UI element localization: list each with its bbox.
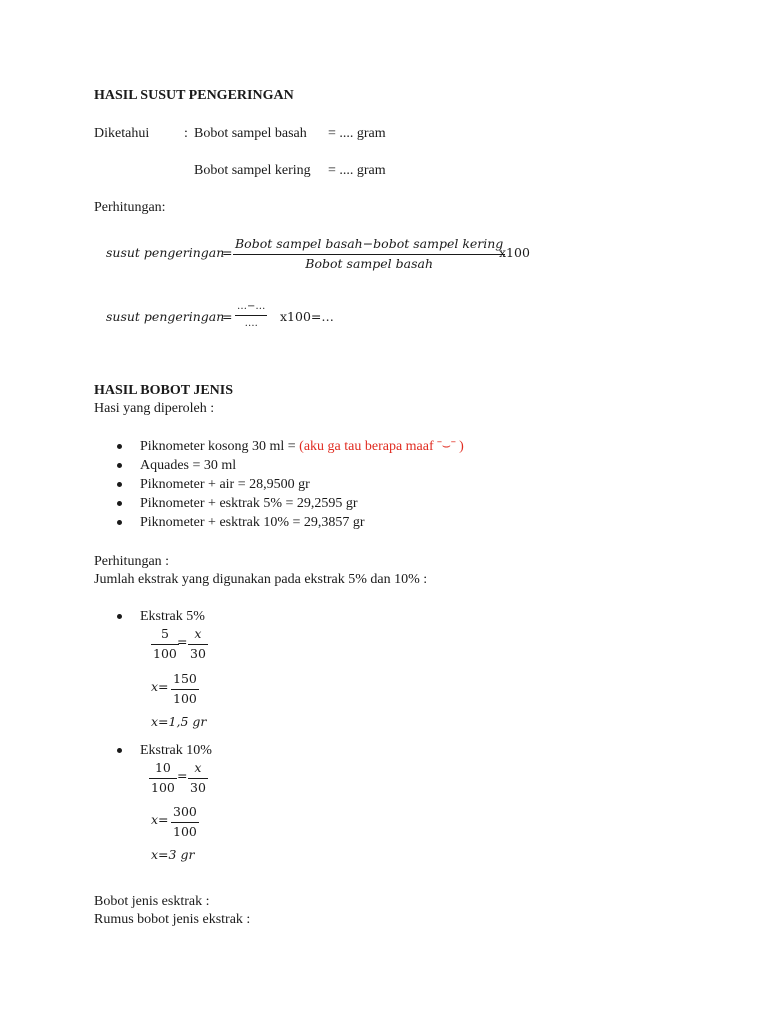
ekstrak10-fraction-2: [188, 762, 208, 794]
bullet-icon: [117, 482, 122, 487]
numerator: 5: [160, 626, 169, 641]
bullet-icon: [117, 520, 122, 525]
fraction-bar: [233, 254, 505, 255]
fraction-bar: [171, 689, 199, 690]
denominator: 100: [151, 779, 175, 795]
list-item-ekstrak-5: Piknometer + esktrak 5% = 29,2595 gr: [140, 496, 358, 511]
ekstrak10-eq: =: [177, 768, 188, 783]
bullet-icon: [117, 463, 122, 468]
diketahui-label: Diketahui: [94, 126, 150, 141]
list-item-ekstrak-10: Piknometer + esktrak 10% = 29,3857 gr: [140, 515, 365, 530]
list-item-aquades: Aquades = 30 ml: [140, 458, 237, 473]
formula2-lhs: susut pengeringan: [106, 309, 225, 324]
list-item-text: Piknometer kosong 30 ml =: [140, 439, 300, 454]
fraction-bar: [235, 315, 267, 316]
rumus-bobot-jenis-label: Rumus bobot jenis ekstrak :: [94, 912, 251, 927]
ekstrak5-fraction-2: [188, 628, 208, 660]
list-item-piknometer-kosong: [140, 440, 464, 454]
ekstrak10-result: x=3 gr: [151, 847, 195, 862]
ekstrak-5-label: Ekstrak 5%: [140, 609, 205, 624]
formula1-fraction: [233, 238, 505, 270]
numerator: 150: [173, 671, 197, 686]
bullet-icon: [117, 501, 122, 506]
ekstrak5-result: x=1,5 gr: [151, 714, 207, 729]
numerator: x: [194, 626, 202, 641]
formula2-fraction: [235, 302, 267, 329]
formula1-mult: x100: [499, 245, 530, 260]
jumlah-ekstrak-text: Jumlah ekstrak yang digunakan pada ekstrak 5% dan 10% :: [94, 572, 428, 587]
list-item-note: (aku ga tau berapa maaf ˉ⌣ˉ ): [299, 439, 464, 454]
formula1-denominator: Bobot sampel basah: [305, 255, 433, 271]
formula1-lhs: susut pengeringan: [106, 245, 225, 260]
formula2-numerator: …−…: [237, 301, 266, 312]
denominator: 30: [190, 779, 206, 795]
formula1-eq: =: [222, 245, 233, 260]
bobot-basah-label: Bobot sampel basah: [194, 126, 307, 141]
denominator: 100: [173, 690, 197, 706]
denominator: 100: [173, 823, 197, 839]
fraction-bar: [151, 644, 179, 645]
denominator: 30: [190, 645, 206, 661]
fraction-bar: [188, 778, 208, 779]
fraction-bar: [171, 822, 199, 823]
ekstrak10-x-eq: x=: [151, 812, 169, 827]
ekstrak-10-label: Ekstrak 10%: [140, 743, 212, 758]
ekstrak5-fraction-3: [171, 673, 199, 705]
ekstrak5-fraction-1: [151, 628, 179, 660]
ekstrak5-eq: =: [177, 634, 188, 649]
bobot-kering-label: Bobot sampel kering: [194, 163, 311, 178]
ekstrak10-fraction-1: [149, 762, 177, 794]
bullet-icon: [117, 748, 122, 753]
numerator: 300: [173, 804, 197, 819]
formula2-eq: =: [222, 309, 233, 324]
formula2-denominator: ….: [244, 318, 258, 329]
section-title-susut-pengeringan: HASIL SUSUT PENGERINGAN: [94, 88, 294, 103]
bullet-icon: [117, 614, 122, 619]
numerator: 10: [154, 760, 171, 775]
perhitungan-label-2: Perhitungan :: [94, 554, 170, 569]
bobot-kering-value: = .... gram: [328, 163, 386, 178]
fraction-bar: [188, 644, 208, 645]
section-title-bobot-jenis: HASIL BOBOT JENIS: [94, 383, 234, 398]
numerator: x: [194, 760, 202, 775]
denominator: 100: [153, 645, 177, 661]
bullet-icon: [117, 444, 122, 449]
formula2-rest: x100=…: [280, 309, 334, 324]
ekstrak5-x-eq: x=: [151, 679, 169, 694]
hasil-subtitle: Hasi yang diperoleh :: [94, 401, 215, 416]
perhitungan-label-1: Perhitungan:: [94, 200, 166, 215]
fraction-bar: [149, 778, 177, 779]
list-item-piknometer-air: Piknometer + air = 28,9500 gr: [140, 477, 310, 492]
bobot-jenis-ekstrak-label: Bobot jenis esktrak :: [94, 894, 210, 909]
formula1-numerator: Bobot sampel basah−bobot sampel kering: [235, 236, 504, 251]
ekstrak10-fraction-3: [171, 806, 199, 838]
diketahui-colon: :: [184, 126, 188, 141]
bobot-basah-value: = .... gram: [328, 126, 386, 141]
